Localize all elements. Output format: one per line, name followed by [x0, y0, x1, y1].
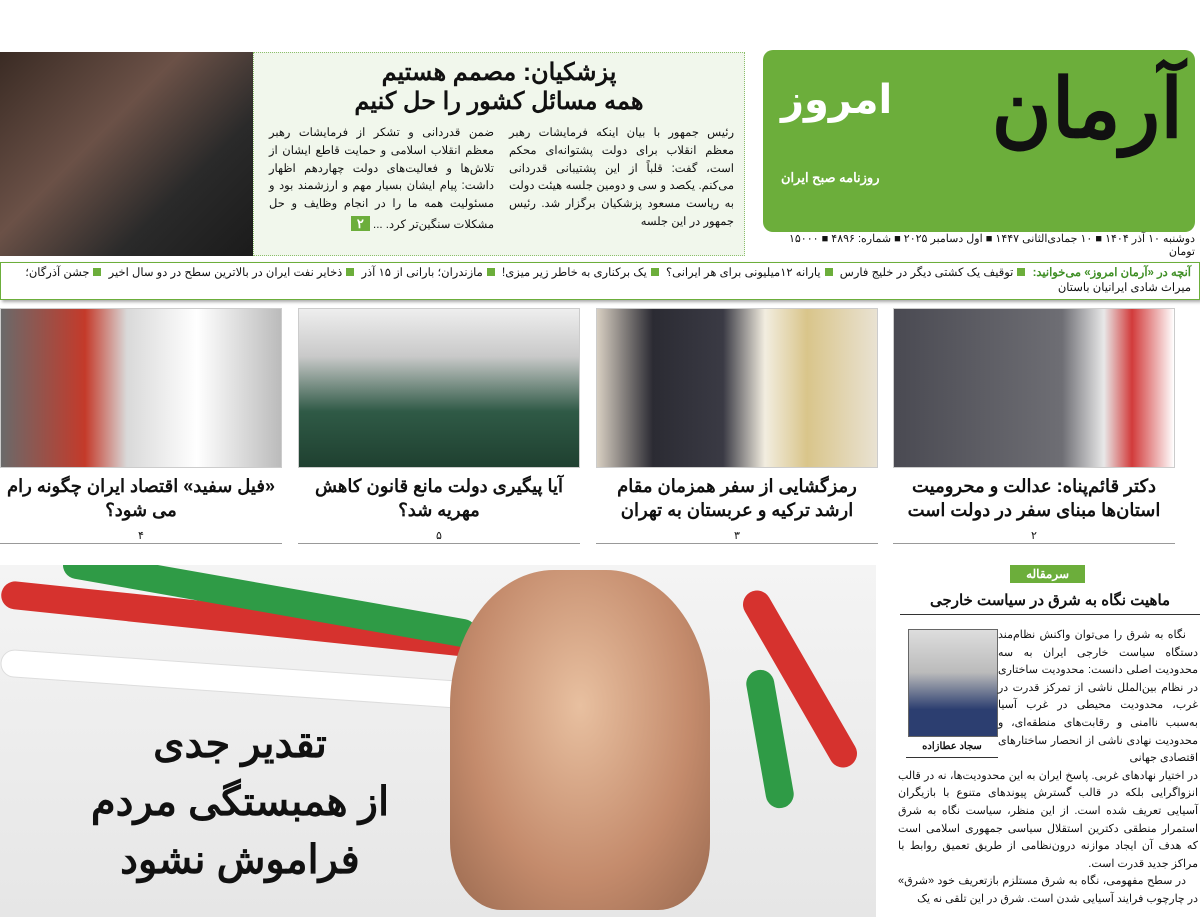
lead-story[interactable]	[253, 52, 745, 256]
story-1[interactable]	[893, 308, 1175, 544]
fist	[450, 570, 710, 910]
hero-headline-line: تقدیر جدی	[153, 722, 327, 766]
dateline: دوشنبه ۱۰ آذر ۱۴۰۴ ■ ۱۰ جمادی‌الثانی ۱۴۴۷ ■ اول دسامبر ۲۰۲۵ ■ شماره: ۴۸۹۶ ■ ۱۵۰۰۰ تومان	[788, 233, 1195, 258]
logo-sub: امروز	[781, 77, 893, 123]
editorial-label: سرمقاله	[1010, 565, 1085, 583]
ribbon-green	[744, 668, 796, 811]
author-figure	[906, 629, 998, 758]
editorial-text: نگاه به شرق را می‌توان واکنش نظام‌مند دستگاه سیاست خارجی ایران به سه محدودیت اصلی دانست: محدودیت ساختاری در نظام بین‌الملل ناشی از تمرکز قدرت در غرب، محدودیت محیطی در غرب آسیا به‌سبب ناامنی و رقابت‌های منطقه‌ای، و محدودیت نهادی ناشی از انحصار ساختارهای اقتصادی جهانی	[998, 629, 1198, 765]
ticker-item[interactable]: توقیف یک کشتی دیگر در خلیج فارس	[839, 267, 1014, 279]
tagline: روزنامه صبح ایران	[781, 170, 880, 185]
bullet-icon	[651, 268, 659, 276]
ticker-item[interactable]: یک برکناری به خاطر زیر میزی!	[502, 267, 647, 279]
hero-headline-line: فراموش نشود	[120, 838, 360, 882]
editorial	[895, 565, 1200, 917]
page-badge: ۲	[351, 216, 370, 231]
page-number: ۴	[0, 530, 282, 544]
bullet-icon	[825, 268, 833, 276]
editorial-paragraph: در سطح مفهومی، نگاه به شرق مستلزم بازتعریف خود «شرق» در چارچوب فرایند آسیایی شدن است. شرق در این تلقی نه یک	[898, 875, 1198, 905]
page-number: ۵	[298, 530, 580, 544]
bullet-icon	[1017, 268, 1025, 276]
editorial-title[interactable]: ماهیت نگاه به شرق در سیاست خارجی	[900, 591, 1200, 615]
bullet-icon	[346, 268, 354, 276]
ticker-item[interactable]: جشن آذرگان؛ میراث شادی ایرانیان باستان	[25, 267, 1191, 294]
story-4[interactable]	[0, 308, 282, 544]
bullet-icon	[93, 268, 101, 276]
story-headline[interactable]: رمزگشایی از سفر همزمان مقام ارشد ترکیه و عربستان به تهران	[617, 476, 857, 521]
lead-headline[interactable]	[264, 59, 734, 117]
story-image	[0, 308, 282, 468]
lead-photo	[0, 52, 253, 256]
story-3[interactable]	[298, 308, 580, 544]
lead-text: ضمن قدردانی و تشکر از فرمایشات رهبر معظم انقلاب اسلامی و حمایت قاطع ایشان از تلاش‌ها و فعالیت‌های دولت چهاردهم اظهار داشت: پیام ایشان بسیار مهم و ارزشمند بود و مسئولیت همه ما را در انجام وظایف و حل مشکلات سنگین‌تر کرد. ...	[269, 127, 494, 232]
ticker-item[interactable]: ذخایر نفت ایران در بالاترین سطح در دو سال اخیر	[108, 267, 343, 279]
page-number: ۲	[893, 530, 1175, 544]
bullet-icon	[487, 268, 495, 276]
author-photo	[908, 629, 998, 737]
story-image	[298, 308, 580, 468]
ribbon-white	[0, 649, 470, 710]
author-name: سجاد عطازاده	[906, 737, 998, 758]
ticker-label: آنچه در «آرمان امروز» می‌خوانید:	[1032, 267, 1191, 279]
lead-headline-line1: پزشکیان: مصمم هستیم	[381, 59, 617, 86]
lead-text-right: رئیس جمهور با بیان اینکه فرمایشات رهبر معظم انقلاب برای دولت پشتوانه‌ای محکم است، گفت: قلباً از این پشتیبانی قدردانی می‌کنم. یکصد و سی و دومین جلسه هیئت دولت به ریاست مسعود پزشکیان برگزار شد. رئیس جمهور در این جلسه	[509, 127, 734, 229]
hero-headline-line: از همبستگی مردم	[90, 780, 390, 824]
editorial-body	[898, 627, 1198, 909]
ticker	[0, 262, 1200, 300]
ticker-item[interactable]: مازندران؛ بارانی از ۱۵ آذر	[361, 267, 483, 279]
ticker-item[interactable]: یارانه ۱۲میلیونی برای هر ایرانی؟	[666, 267, 821, 279]
story-image	[893, 308, 1175, 468]
lead-text-left	[269, 125, 494, 235]
story-2[interactable]	[596, 308, 878, 544]
logo-main: آرمان	[991, 61, 1183, 157]
story-headline[interactable]: «فیل سفید» اقتصاد ایران چگونه رام می شود؟	[7, 476, 275, 521]
lead-headline-line2: همه مسائل کشور را حل کنیم	[354, 87, 644, 115]
story-headline[interactable]: آیا پیگیری دولت مانع قانون کاهش مهریه شد؟	[314, 476, 564, 521]
story-headline[interactable]: دکتر قائم‌پناه: عدالت و محرومیت استان‌ها مبنای سفر در دولت است	[907, 476, 1161, 521]
story-image	[596, 308, 878, 468]
masthead	[763, 50, 1195, 232]
page-number: ۳	[596, 530, 878, 544]
hero-headline[interactable]	[30, 715, 450, 889]
hero-image[interactable]	[0, 565, 876, 917]
editorial-paragraph: در اختیار نهادهای غربی. پاسخ ایران به این محدودیت‌ها، نه در قالب انزواگرایی بلکه در قالب گسترش پیوندهای متنوع با بازیگران آسیایی تعریف شده است. از این منظر، سیاست نگاه به شرق استمرار منطقی دکترین استقلال سیاسی جمهوری اسلامی است که هدف آن ایجاد موازنه درون‌نظامی از طریق تعمیق روابط با مراکز جدید قدرت است.	[898, 769, 1198, 870]
